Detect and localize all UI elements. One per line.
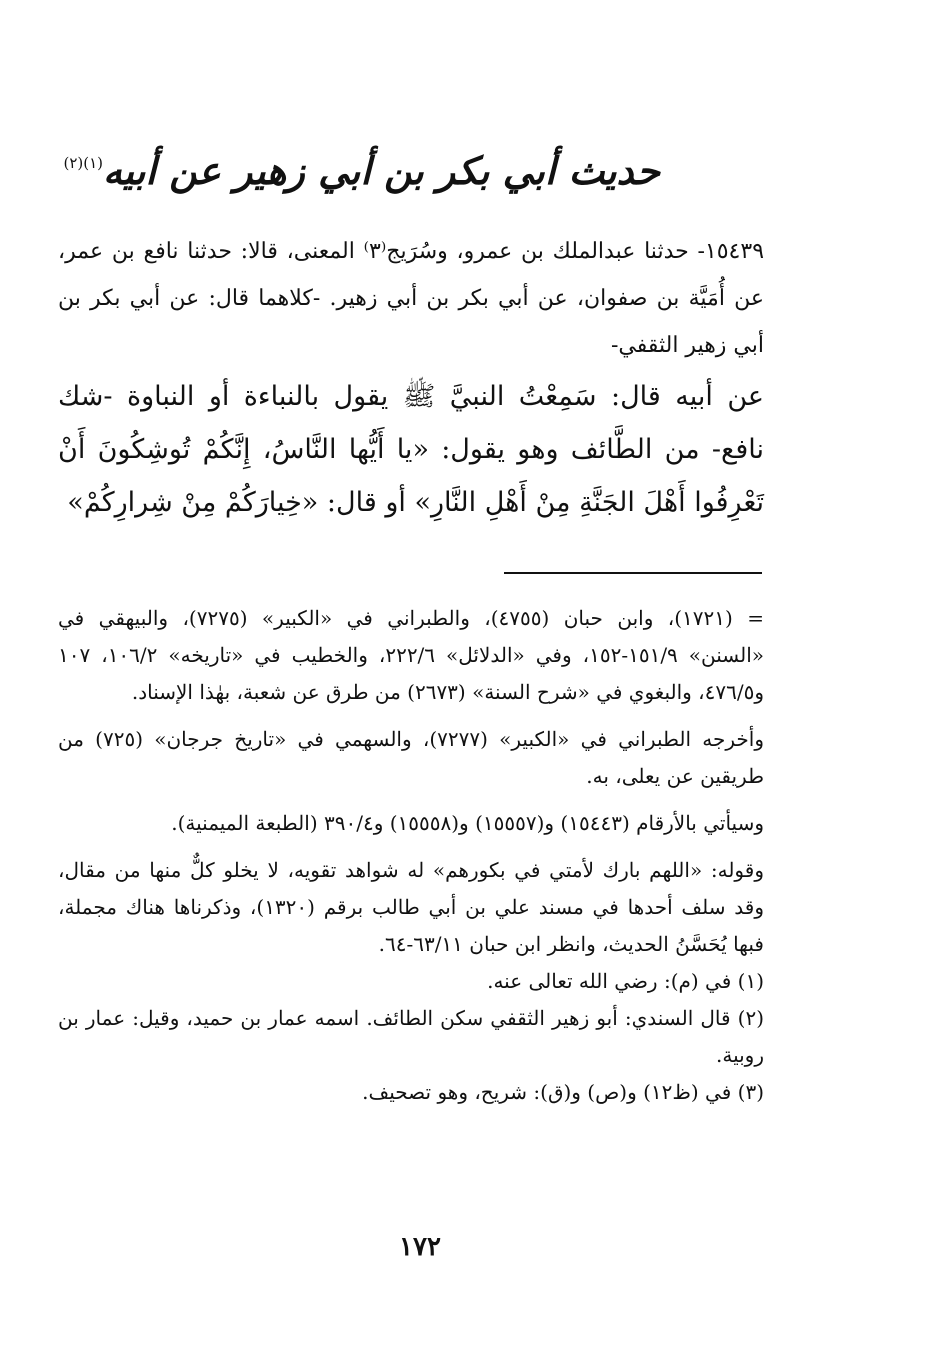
footnote-1: (١) في (م): رضي الله تعالى عنه. <box>487 969 764 993</box>
hadith-section-title <box>63 148 660 193</box>
footnote-2: (٢) قال السندي: أبو زهير الثقفي سكن الطائف. اسمه عمار بن حميد، وقيل: عمار بن روبية. <box>58 1006 764 1067</box>
footnotes <box>58 600 764 1111</box>
footnote-paragraph: وأخرجه الطبراني في «الكبير» (٧٢٧٧)، والسهمي في «تاريخ جرجان» (٧٢٥) من طريقين عن يعلى، به. <box>58 727 764 788</box>
footnote-paragraph: وسيأتي بالأرقام (١٥٤٤٣) و(١٥٥٥٧) و(١٥٥٥٨) و٣٩٠/٤ (الطبعة الميمنية). <box>171 811 764 835</box>
title-text: حديث أبي بكر بن أبي زهير عن أبيه <box>103 148 660 193</box>
hadith-text: عن أبيه قال: سَمِعْتُ النبيَّ ﷺ يقول بالنباءة أو النباوة -شك نافع- من الطَّائف وهو يقول: «يا أَيُّها النَّاسُ، إِنَّكُمْ تُوشِكُونَ أَنْ تَعْرِفُوا أَهْلَ الجَنَّةِ مِنْ أَهْلِ النَّارِ» أو قال: «خِيارَكُمْ مِنْ شِرارِكُمْ» <box>58 381 764 518</box>
title-footnote-refs: (١)(٢) <box>63 154 104 172</box>
footnote-3: (٣) في (ظ١٢) و(ص) و(ق): شريح، وهو تصحيف. <box>362 1080 764 1104</box>
hadith-chain: ١٥٤٣٩- حدثنا عبدالملك بن عمرو، وسُرَيج⁽٣⁾ المعنى، قالا: حدثنا نافع بن عمر، عن أُمَيَّة بن صفوان، عن أبي بكر بن أبي زهير. -كلاهما قال: عن أبي بكر بن أبي زهير الثقفي- <box>58 239 765 358</box>
footnote-separator <box>504 572 762 574</box>
footnote-paragraph: وقوله: «اللهم بارك لأمتي في بكورهم» له شواهد تقويه، لا يخلو كلٌّ منها من مقال، وقد سلف أحدها في مسند علي بن أبي طالب برقم (١٣٢٠)، وذكرناها هناك مجملة، فبها يُحَسَّنُ الحديث، وانظر ابن حبان ٦٣/١١-٦٤. <box>58 858 765 956</box>
footnote-continuation: = (١٧٢١)، وابن حبان (٤٧٥٥)، والطبراني في «الكبير» (٧٢٧٥)، والبيهقي في «السنن» ١٥١/٩-١٥٢، وفي «الدلائل» ٢٢٢/٦، والخطيب في «تاريخه» ١٠٦/٢، ١٠٧ و٤٧٦/٥، والبغوي في «شرح السنة» (٢٦٧٣) من طرق عن شعبة، بهٰذا الإسناد. <box>58 606 765 704</box>
page-number: ١٧٢ <box>399 1232 441 1262</box>
